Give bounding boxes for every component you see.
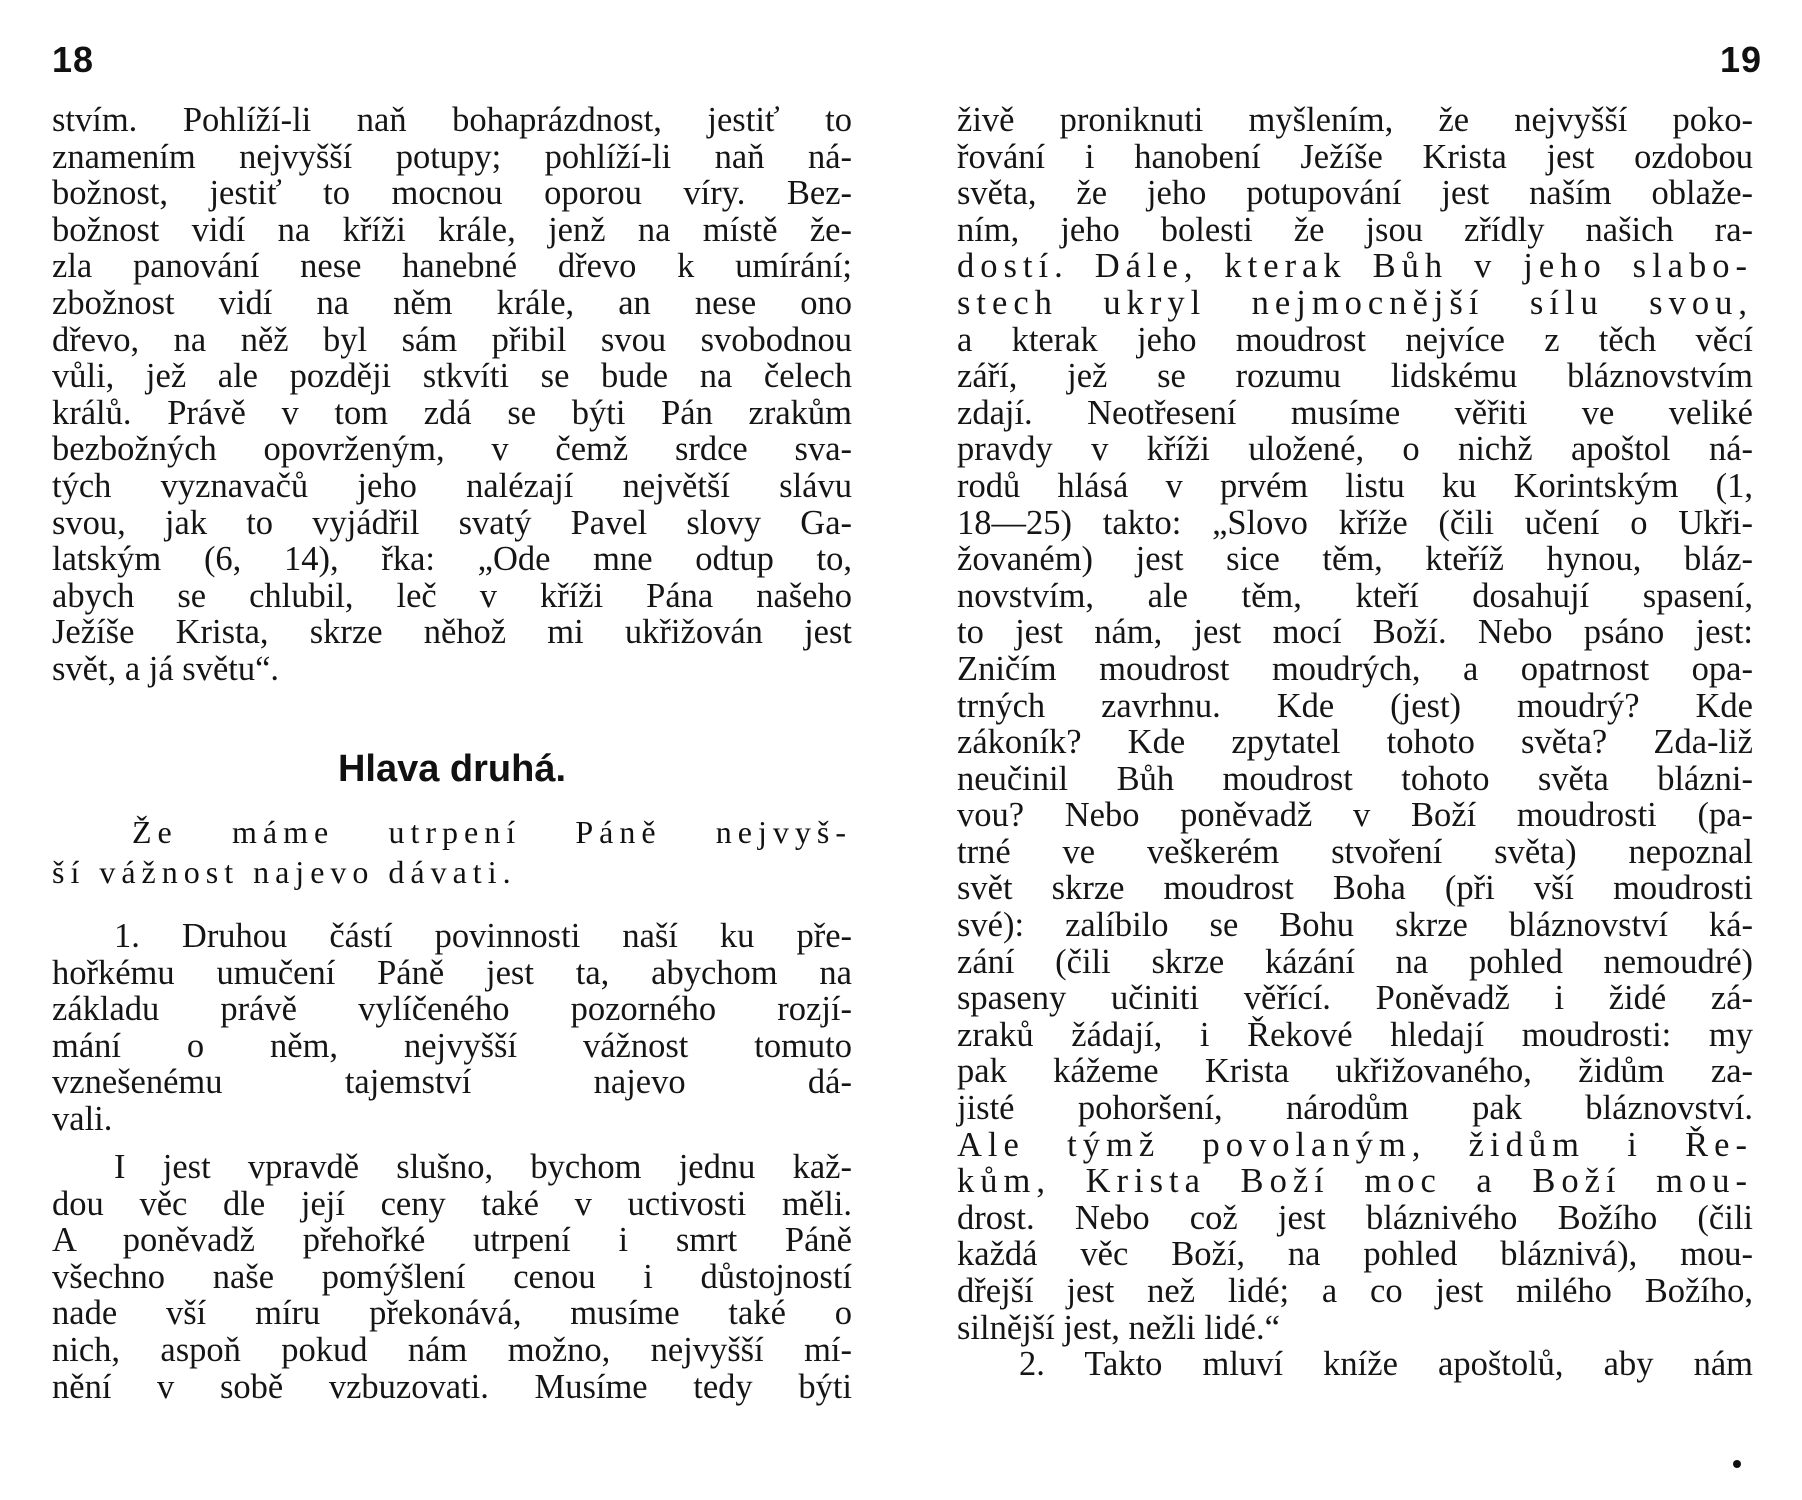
text-line: zla panování nese hanebné dřevo k umírání; — [52, 247, 852, 286]
text-line: zdají. Neotřesení musíme věřiti ve veliké — [957, 393, 1753, 432]
section-1-paragraph — [52, 918, 852, 1138]
text-line: dou věc dle její ceny také v uctivosti měli. — [52, 1184, 852, 1223]
right-page-number: 19 — [1720, 39, 1763, 80]
text-line: Zničím moudrost moudrých, a opatrnost opa- — [957, 649, 1753, 688]
text-line: pak kážeme Krista ukřižovaného, židům za- — [957, 1052, 1753, 1091]
text-line: pravdy v kříži uložené, o nichž apoštol ná- — [957, 430, 1753, 469]
text-line: božnost, jestiť to mocnou oporou víry. Bez- — [52, 174, 852, 213]
subtitle-line: ší vážnost najevo dávati. — [52, 854, 517, 890]
text-line: I jest vpravdě slušno, bychom jednu kaž- — [114, 1148, 852, 1186]
text-line: jisté pohoršení, národům pak bláznovství. — [957, 1089, 1753, 1128]
text-line: zraků žádají, i Řekové hledají moudrosti: my — [957, 1015, 1753, 1054]
text-line: každá věc Boží, na pohled bláznivá), mou- — [957, 1235, 1753, 1274]
text-line: základu právě vylíčeného pozorného rozjí- — [52, 990, 852, 1029]
text-line: Ježíše Krista, skrze něhož mi ukřižován jest — [52, 613, 852, 652]
text-line: znamením nejvyšší potupy; pohlíží-li naň ná- — [52, 137, 852, 176]
text-line: bezbožných opovrženým, v čemž srdce sva- — [52, 430, 852, 469]
text-line: vznešenému tajemství najevo dá- — [52, 1063, 852, 1102]
text-line: Ale týmž povolaným, židům i Ře- — [957, 1125, 1753, 1164]
chapter-title: Hlava druhá. — [337, 748, 567, 790]
text-line: dostí. Dále, kterak Bůh v jeho slabo- — [957, 247, 1753, 286]
text-line: nich, aspoň pokud nám možno, nejvyšší mí- — [52, 1330, 852, 1369]
text-line: kům, Krista Boží moc a Boží mou- — [957, 1162, 1753, 1201]
text-line: silnější jest, nežli lidé.“ — [957, 1308, 1280, 1347]
text-line: vali. — [52, 1099, 113, 1138]
text-line: mání o něm, nejvyšší vážnost tomuto — [52, 1026, 852, 1065]
text-line: a kterak jeho moudrost nejvíce z těch věcí — [957, 320, 1753, 359]
text-line: 2. Takto mluví kníže apoštolů, aby nám — [1019, 1345, 1753, 1384]
text-line: trných zavrhnu. Kde (jest) moudrý? Kde — [957, 686, 1753, 725]
text-line: nění v sobě vzbuzovati. Musíme tedy býti — [52, 1367, 852, 1406]
text-line: spaseny učiniti věřící. Poněvadž i židé zá- — [957, 979, 1753, 1018]
text-line: svět, a já světu“. — [52, 649, 280, 688]
right-page-text — [957, 102, 1753, 1383]
text-line: vůli, jež ale později stkvíti se bude na čelech — [52, 357, 852, 396]
text-line: zání (čili skrze kázání na pohled nemoudré) — [957, 942, 1753, 981]
print-mark-dot — [1733, 1460, 1741, 1468]
text-line: tých vyznavačů jeho nalézají největší slávu — [52, 466, 852, 505]
text-line: vou? Nebo poněvadž v Boží moudrosti (pa- — [957, 796, 1753, 835]
text-line: abych se chlubil, leč v kříži Pána našeho — [52, 576, 852, 615]
text-line: dřejší jest než lidé; a co jest milého Božího, — [957, 1272, 1753, 1310]
text-line: božnost vidí na kříži krále, jenž na místě že- — [52, 210, 852, 249]
text-line: ním, jeho bolesti že jsou zřídly našich ra- — [957, 210, 1753, 249]
subtitle-line: Že máme utrpení Páně nejvyš- — [132, 814, 852, 850]
left-page-continuation-paragraph — [52, 102, 852, 688]
text-line: trné ve veškerém stvoření světa) nepoznal — [957, 832, 1753, 871]
text-line: nade vší míru překonává, musíme také o — [52, 1294, 852, 1333]
text-line: září, jež se rozumu lidskému bláznovstvím — [957, 357, 1753, 396]
text-line: stvím. Pohlíží-li naň bohaprázdnost, jestiť to — [52, 101, 852, 139]
text-line: A poněvadž přehořké utrpení i smrt Páně — [52, 1221, 852, 1260]
text-line: rodů hlásá v prvém listu ku Korintským (1, — [957, 466, 1753, 505]
text-line: hořkému umučení Páně jest ta, abychom na — [52, 953, 852, 992]
text-line: zbožnost vidí na něm krále, an nese ono — [52, 283, 852, 322]
text-line: 18—25) takto: „Slovo kříže (čili učení o Ukři- — [957, 503, 1753, 542]
left-page-second-paragraph — [52, 1149, 852, 1405]
chapter-subtitle — [52, 812, 852, 892]
text-line: živě proniknuti myšlením, že nejvyšší poko- — [957, 101, 1753, 139]
left-page-number: 18 — [52, 39, 95, 80]
text-line: neučinil Bůh moudrost tohoto světa blázni- — [957, 759, 1753, 798]
text-line: řování i hanobení Ježíše Krista jest ozdobou — [957, 137, 1753, 176]
text-line: všechno naše pomýšlení cenou i důstojností — [52, 1257, 852, 1296]
text-line: svět skrze moudrost Boha (při vší moudrosti — [957, 869, 1753, 908]
text-line: dřevo, na něž byl sám přibil svou svobodnou — [52, 320, 852, 359]
text-line: 1. Druhou částí povinnosti naší ku pře- — [114, 917, 852, 955]
text-line: latským (6, 14), řka: „Ode mne odtup to, — [52, 540, 852, 579]
text-line: králů. Právě v tom zdá se býti Pán zrakům — [52, 393, 852, 432]
text-line: novstvím, ale těm, kteří dosahují spasení, — [957, 576, 1753, 615]
text-line: to jest nám, jest mocí Boží. Nebo psáno jest: — [957, 613, 1753, 652]
text-line: své): zalíbilo se Bohu skrze bláznovství ká- — [957, 906, 1753, 945]
text-line: zákoník? Kde zpytatel tohoto světa? Zda-liž — [957, 723, 1753, 762]
text-line: drost. Nebo což jest bláznivého Božího (čili — [957, 1198, 1753, 1237]
text-line: stech ukryl nejmocnější sílu svou, — [957, 283, 1753, 322]
text-line: světa, že jeho potupování jest naším oblaže- — [957, 174, 1753, 213]
text-line: žovaném) jest sice těm, kteříž hynou, bláz- — [957, 540, 1753, 579]
text-line: svou, jak to vyjádřil svatý Pavel slovy Ga- — [52, 503, 852, 542]
